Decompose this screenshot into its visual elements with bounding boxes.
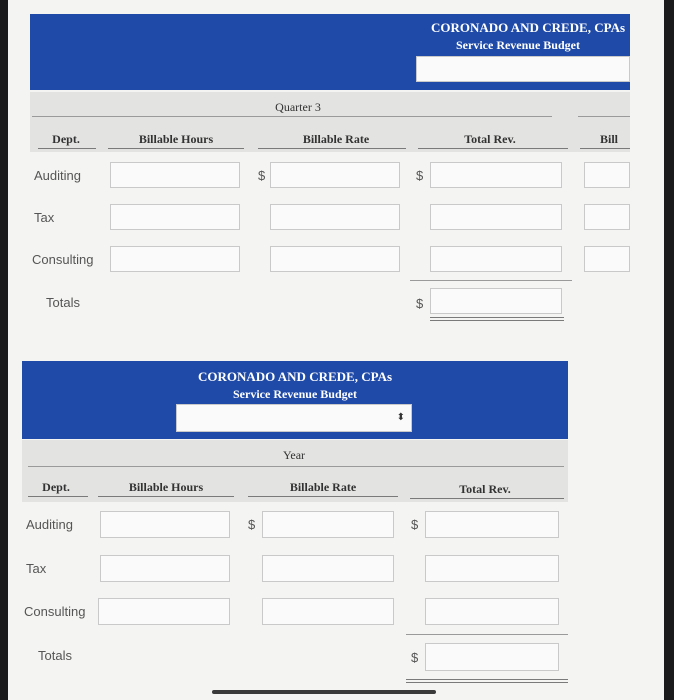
bottom-row-label-tax: Tax — [26, 561, 47, 576]
top-auditing-rate-input[interactable] — [270, 162, 400, 188]
bottom-col-rule — [410, 498, 564, 499]
top-consulting-total-input[interactable] — [430, 246, 562, 272]
bottom-row-label-consulting: Consulting — [24, 604, 86, 619]
bottom-auditing-total-currency: $ — [411, 517, 419, 532]
top-tax-extra-input[interactable] — [584, 204, 630, 230]
bottom-col-billable-rate: Billable Rate — [289, 480, 357, 494]
top-totals-double-rule — [430, 320, 564, 321]
top-consulting-rate-input[interactable] — [270, 246, 400, 272]
bottom-period-label: Year — [282, 448, 306, 462]
top-period-label: Quarter 3 — [275, 100, 321, 114]
bottom-tax-total-input[interactable] — [425, 555, 559, 582]
bottom-totals-input[interactable] — [425, 643, 559, 671]
bottom-col-rule — [98, 496, 234, 497]
top-totals-label: Totals — [46, 295, 80, 310]
top-col-billable-rate: Billable Rate — [302, 132, 370, 146]
top-totals-input[interactable] — [430, 288, 562, 314]
top-totals-currency: $ — [416, 296, 424, 311]
top-col-rule — [580, 148, 630, 149]
bottom-col-billable-hours: Billable Hours — [128, 480, 204, 494]
worksheet — [8, 0, 664, 700]
top-col-rule — [258, 148, 406, 149]
chevron-updown-icon: ⬍ — [396, 412, 405, 423]
top-tax-rate-input[interactable] — [270, 204, 400, 230]
top-auditing-total-currency: $ — [416, 168, 424, 183]
top-row-label-tax: Tax — [34, 210, 55, 225]
top-tax-total-input[interactable] — [430, 204, 562, 230]
top-col-bill-cut: Bill — [600, 132, 619, 146]
top-period-rule-right — [578, 116, 630, 117]
top-col-rule — [108, 148, 244, 149]
top-period-select[interactable] — [416, 56, 630, 82]
top-col-dept: Dept. — [52, 132, 80, 146]
top-report-subtitle: Service Revenue Budget — [456, 38, 580, 52]
bottom-totals-double-rule — [406, 679, 568, 680]
bottom-subtotal-rule — [406, 634, 568, 635]
top-col-rule — [418, 148, 568, 149]
bottom-report-subtitle: Service Revenue Budget — [233, 387, 357, 401]
bottom-auditing-total-input[interactable] — [425, 511, 559, 538]
bottom-totals-double-rule — [406, 682, 568, 683]
top-col-billable-hours: Billable Hours — [138, 132, 214, 146]
bottom-col-total-rev: Total Rev. — [459, 482, 511, 496]
top-row-label-auditing: Auditing — [34, 168, 81, 183]
top-auditing-hours-input[interactable] — [110, 162, 240, 188]
bottom-tax-hours-input[interactable] — [100, 555, 230, 582]
top-subtotal-rule — [410, 280, 572, 281]
bottom-col-dept: Dept. — [42, 480, 70, 494]
top-tax-hours-input[interactable] — [110, 204, 240, 230]
top-consulting-hours-input[interactable] — [110, 246, 240, 272]
bottom-auditing-rate-currency: $ — [248, 517, 256, 532]
bottom-totals-label: Totals — [38, 648, 72, 663]
home-indicator-bar[interactable] — [212, 690, 436, 694]
top-auditing-extra-input[interactable] — [584, 162, 630, 188]
top-period-rule — [32, 116, 552, 117]
bottom-totals-currency: $ — [411, 650, 419, 665]
top-company-title: CORONADO AND CREDE, CPAs — [430, 20, 626, 35]
bottom-period-select[interactable] — [176, 404, 412, 432]
bottom-row-label-auditing: Auditing — [26, 517, 73, 532]
bottom-company-title: CORONADO AND CREDE, CPAs — [197, 369, 393, 384]
bottom-auditing-hours-input[interactable] — [100, 511, 230, 538]
top-auditing-rate-currency: $ — [258, 168, 266, 183]
top-row-label-consulting: Consulting — [32, 252, 94, 267]
bottom-auditing-rate-input[interactable] — [262, 511, 394, 538]
top-col-total-rev: Total Rev. — [464, 132, 516, 146]
bottom-consulting-total-input[interactable] — [425, 598, 559, 625]
bottom-consulting-rate-input[interactable] — [262, 598, 394, 625]
bottom-col-rule — [248, 496, 398, 497]
top-auditing-total-input[interactable] — [430, 162, 562, 188]
bottom-tax-rate-input[interactable] — [262, 555, 394, 582]
top-totals-double-rule — [430, 317, 564, 318]
top-col-rule — [38, 148, 96, 149]
bottom-period-rule — [28, 466, 564, 467]
top-consulting-extra-input[interactable] — [584, 246, 630, 272]
bottom-consulting-hours-input[interactable] — [98, 598, 230, 625]
bottom-col-rule — [28, 496, 88, 497]
